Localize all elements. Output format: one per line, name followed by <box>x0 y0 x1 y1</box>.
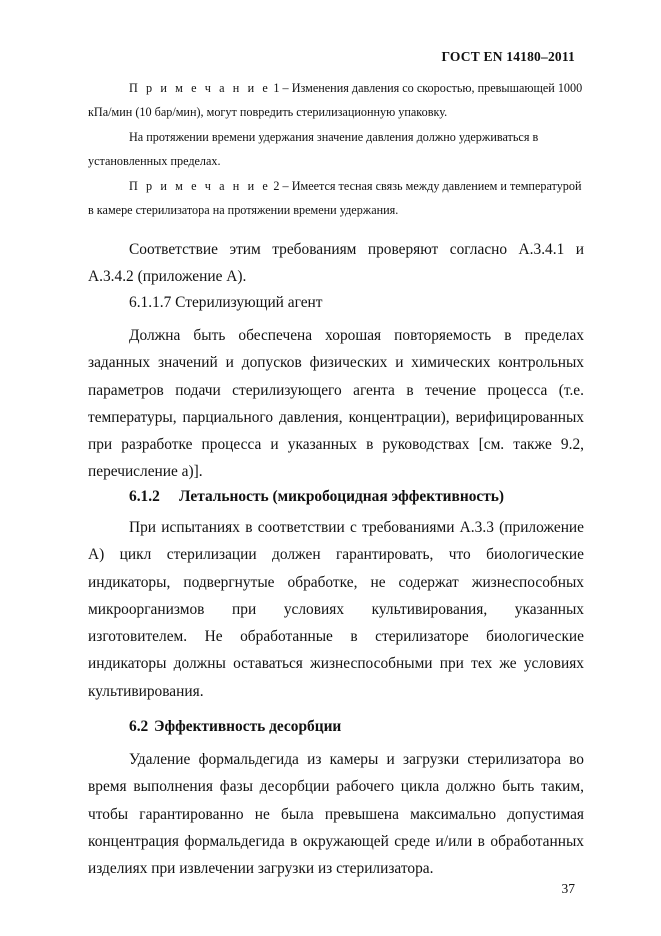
note-1-text-b: кПа/мин (10 бар/мин), могут повредить стерилизационную упаковку. <box>88 105 448 119</box>
hold-text-b: установленных пределах. <box>88 154 221 168</box>
compliance-text: Соответствие этим требованиям проверяют согласно А.3.4.1 и А.3.4.2 (приложение А). <box>88 241 584 286</box>
section-6117-title: 6.1.1.7 Стерилизующий агент <box>129 294 323 311</box>
section-62-heading <box>129 718 341 736</box>
hold-text-a: На протяжении времени удержания значение давления должно удерживаться в <box>129 130 539 144</box>
note-2-text-b: в камере стерилизатора на протяжении времени удержания. <box>88 203 399 217</box>
section-62-title: Эффективность десорбции <box>154 718 342 735</box>
page-number: 37 <box>561 881 575 896</box>
note-2 <box>88 174 584 222</box>
note-1-label: П р и м е ч а н и е <box>129 81 271 95</box>
section-612-title: Летальность (микробоцидная эффективность) <box>179 488 505 505</box>
note-2-text-a: 2 – Имеется тесная связь между давлением и температурой <box>270 179 582 193</box>
note-1 <box>88 76 584 124</box>
note-2-label: П р и м е ч а н и е <box>129 179 271 193</box>
section-612-number: 6.1.2 <box>129 488 160 505</box>
section-6117-body <box>88 322 584 486</box>
section-6117-text: Должна быть обеспечена хорошая повторяемость в пределах заданных значений и допусков физических и химических контрольных параметров подачи стерилизующего агента в течение процесса (т.е. температуры, парциального давления, концентрации), верифицированных при разработке процесса и указанных в руководствах [см. также 9.2, перечисление а)]. <box>88 327 584 481</box>
section-612-text: При испытаниях в соответствии с требованиями А.3.3 (приложение А) цикл стерилизации должен гарантировать, что биологические индикаторы, подвергнутые обработке, не содержат жизнеспособных микроорганизмов при условиях культивирования, указанных изготовителем. Не обработанные в стерилизаторе биологические индикаторы должны оставаться жизнеспособными при тех же условиях культивирования. <box>88 519 584 700</box>
note-1-text-a: 1 – Изменения давления со скоростью, превышающей 1000 <box>270 81 583 95</box>
document-standard-id: ГОСТ EN 14180–2011 <box>441 49 575 64</box>
compliance-paragraph <box>88 236 584 291</box>
section-62-body <box>88 746 584 882</box>
note-1-line-1 <box>88 76 584 100</box>
section-62-text: Удаление формальдегида из камеры и загрузки стерилизатора во время выполнения фазы десорбции рабочего цикла должно быть таким, чтобы гарантированно не была превышена максимально допустимая концентрация формальдегида в окружающей среде и/или в обработанных изделиях при извлечении загрузки из стерилизатора. <box>88 751 584 878</box>
section-62-number: 6.2 <box>129 718 149 735</box>
section-612-heading <box>129 488 504 506</box>
section-612-body <box>88 514 584 705</box>
note-2-line-1 <box>88 174 584 198</box>
hold-paragraph <box>88 125 584 173</box>
